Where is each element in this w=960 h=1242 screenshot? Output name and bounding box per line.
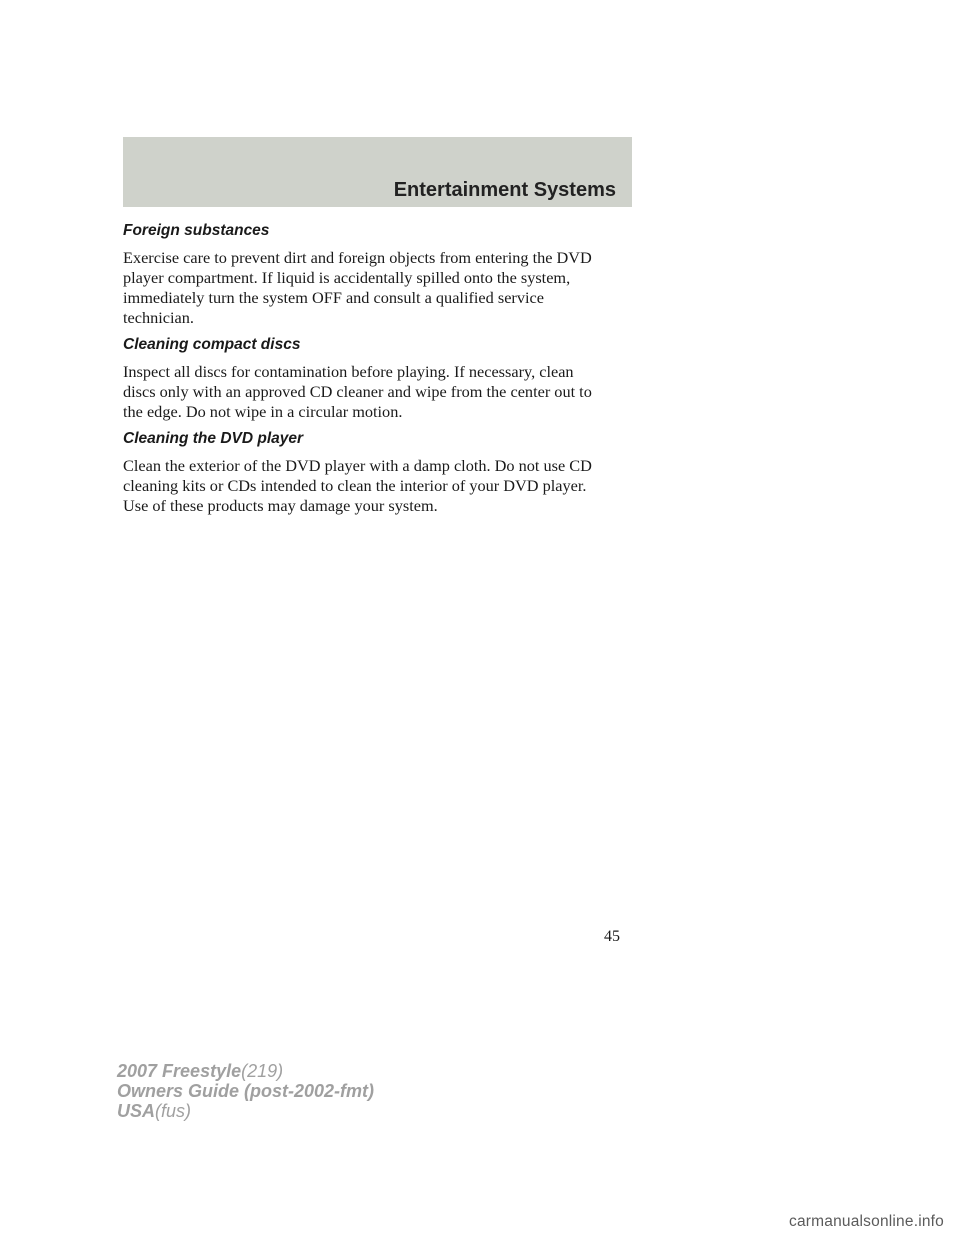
footer-line-region — [117, 1101, 374, 1121]
section-cleaning-compact-discs — [123, 335, 633, 422]
footer-line-guide — [117, 1081, 374, 1101]
section-foreign-substances — [123, 221, 633, 328]
section-paragraph: Clean the exterior of the DVD player with a damp cloth. Do not use CD cleaning kits or CDs intended to clean the interior of your DVD player. Use of these products may damage your system. — [123, 456, 592, 515]
section-paragraph: Exercise care to prevent dirt and foreign objects from entering the DVD player compartment. If liquid is accidentally spilled onto the system, immediately turn the system OFF and consult a qualified service technician. — [123, 248, 592, 327]
section-heading: Foreign substances — [123, 222, 270, 239]
section-heading: Cleaning compact discs — [123, 336, 301, 353]
footer-region-code: (fus) — [155, 1101, 192, 1121]
footer-model-name: 2007 Freestyle — [117, 1061, 242, 1081]
section-header-band — [123, 137, 632, 207]
section-paragraph: Inspect all discs for contamination before playing. If necessary, clean discs only with an approved CD cleaner and wipe from the center out to the edge. Do not wipe in a circular motion. — [123, 362, 592, 421]
watermark-link[interactable]: carmanualsonline.info — [789, 1213, 944, 1230]
page-number: 45 — [604, 928, 620, 945]
section-cleaning-dvd-player — [123, 429, 633, 516]
footer-model-code: (219) — [241, 1061, 284, 1081]
footer-line-model — [117, 1061, 374, 1081]
document-footer — [117, 1061, 374, 1121]
page-content — [123, 221, 633, 523]
footer-region: USA — [117, 1101, 156, 1121]
section-title: Entertainment Systems — [393, 179, 616, 201]
section-heading: Cleaning the DVD player — [123, 430, 304, 447]
footer-guide-name: Owners Guide (post-2002-fmt) — [117, 1081, 375, 1101]
